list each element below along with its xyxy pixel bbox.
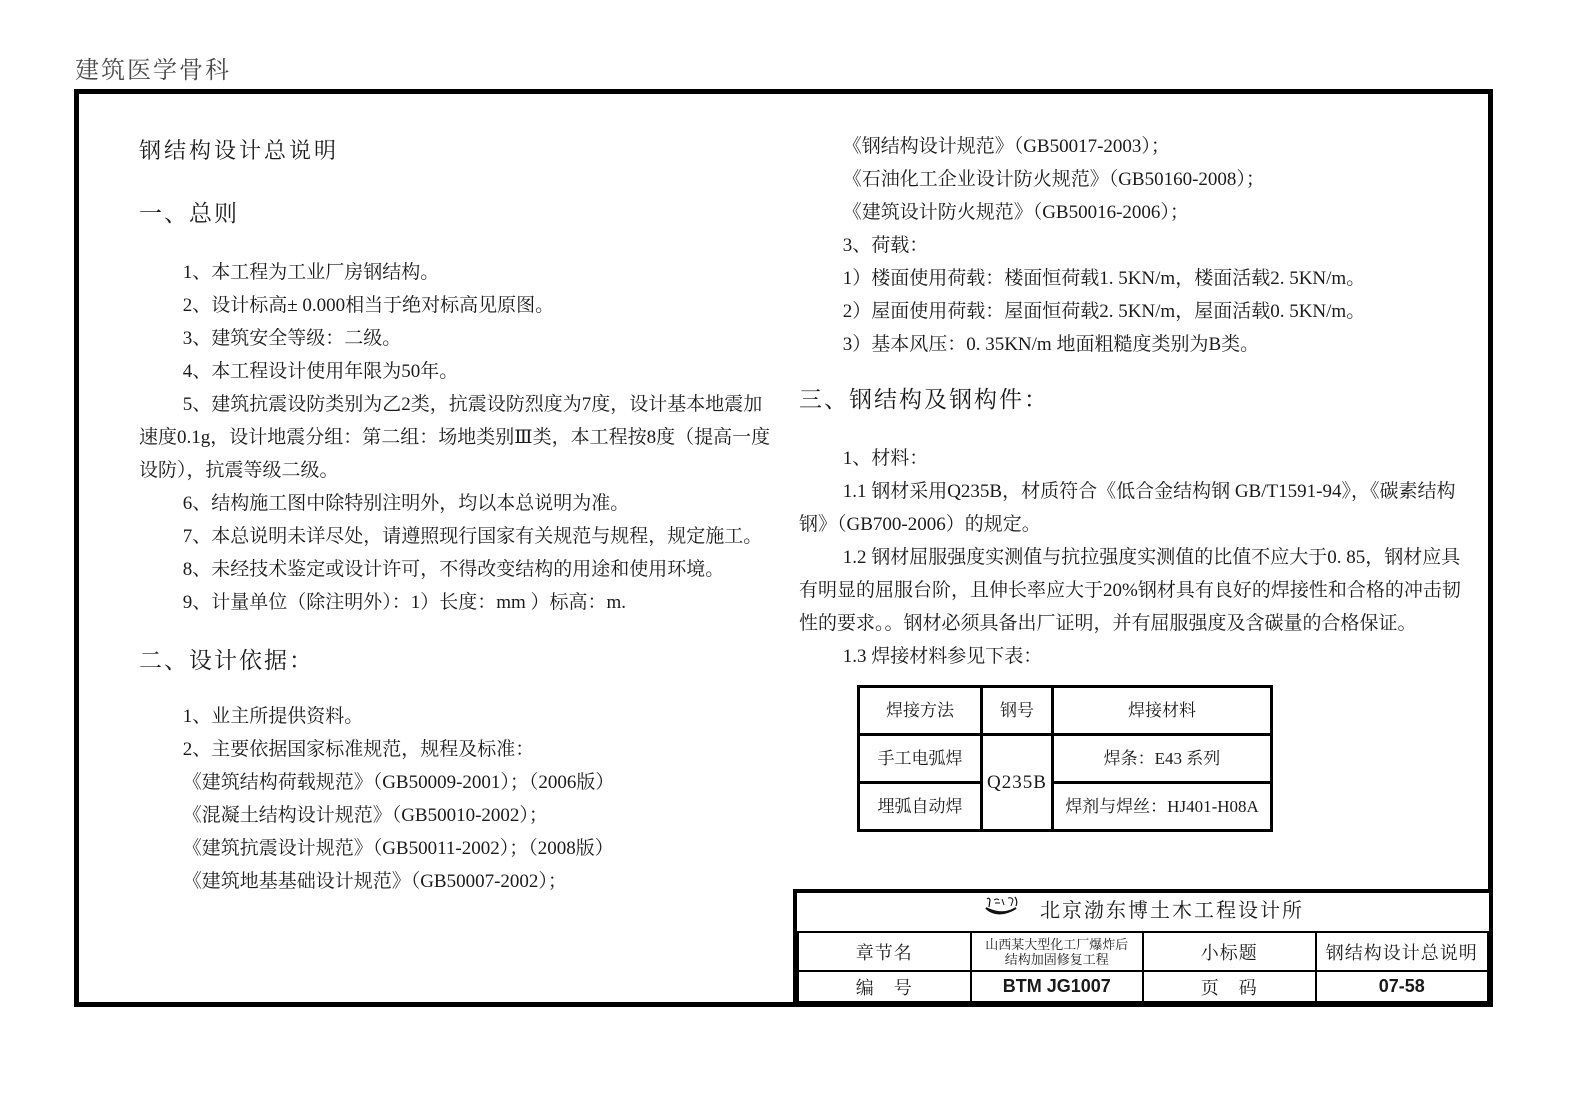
standard-reference: 《混凝土结构设计规范》（GB50010-2002）； — [182, 805, 548, 826]
chapter-row — [798, 932, 1488, 971]
subtitle-value: 钢结构设计总说明 — [1316, 932, 1489, 971]
section2-item: 2、主要依据国家标准规范，规程及标准： — [182, 739, 535, 760]
drawing-number: BTM JG1007 — [971, 971, 1144, 1002]
cell-method: 埋弧自动焊 — [859, 783, 982, 831]
standard-reference: 《建筑结构荷载规范》（GB50009-2001）；（2006版） — [182, 772, 615, 793]
section3-heading: 三、钢结构及钢构件： — [799, 387, 1049, 412]
load-item: 1）楼面使用荷载：楼面恒荷载1. 5KN/m，楼面活载2. 5KN/m。 — [842, 268, 1366, 289]
chapter-label: 章节名 — [798, 932, 971, 971]
company-logo-icon — [982, 895, 1026, 928]
section1-item: 9、计量单位（除注明外）：1）长度：mm ）标高：m. — [182, 592, 627, 613]
section1-heading: 一、总则 — [139, 201, 239, 226]
cell-method: 手工电弧焊 — [859, 735, 982, 783]
section3-item: 1.3 焊接材料参见下表： — [842, 646, 1043, 667]
section1-item: 4、本工程设计使用年限为50年。 — [182, 361, 459, 382]
company-row — [798, 893, 1488, 932]
welding-materials-table — [857, 685, 1273, 832]
subtitle-label: 小标题 — [1143, 932, 1316, 971]
project-name-line2: 结构加固修复工程 — [1004, 951, 1109, 967]
section1-item: 3、建筑安全等级：二级。 — [182, 328, 402, 349]
loads-heading: 3、荷载： — [842, 235, 929, 256]
number-label: 编 号 — [798, 971, 971, 1002]
table-row — [859, 783, 1272, 831]
company-name: 北京渤东博土木工程设计所 — [1040, 900, 1304, 923]
title-block — [793, 889, 1493, 1007]
standard-reference: 《石油化工企业设计防火规范》（GB50160-2008）； — [842, 169, 1265, 190]
table-header-row — [859, 687, 1272, 735]
page-header-text: 建筑医学骨科 — [75, 58, 231, 84]
project-name — [971, 932, 1144, 971]
drawing-sheet-frame — [74, 89, 1493, 1007]
number-row — [798, 971, 1488, 1002]
section1-item: 8、未经技术鉴定或设计许可，不得改变结构的用途和使用环境。 — [182, 559, 725, 580]
section3-item: 1、材料： — [842, 448, 929, 469]
load-item: 2）屋面使用荷载：屋面恒荷载2. 5KN/m，屋面活载0. 5KN/m。 — [842, 301, 1366, 322]
table-row — [859, 735, 1272, 783]
section1-item: 1、本工程为工业厂房钢结构。 — [182, 262, 440, 283]
standard-reference: 《建筑地基基础设计规范》（GB50007-2002）； — [182, 871, 567, 892]
section1-item: 2、设计标高± 0.000相当于绝对标高见原图。 — [182, 295, 555, 316]
section1-item: 7、本总说明未详尽处，请遵照现行国家有关规范与规程，规定施工。 — [182, 526, 763, 547]
standard-reference: 《建筑设计防火规范》（GB50016-2006）； — [842, 202, 1189, 223]
section2-heading: 二、设计依据： — [139, 648, 314, 673]
cell-steel-grade: Q235B — [982, 735, 1053, 831]
right-column — [799, 130, 1471, 832]
col-header-steel: 钢号 — [982, 687, 1053, 735]
section2-item: 1、业主所提供资料。 — [182, 706, 364, 727]
cell-material: 焊条：E43 系列 — [1053, 735, 1272, 783]
cell-material: 焊剂与焊丝：HJ401-H08A — [1053, 783, 1272, 831]
project-name-line1: 山西某大型化工厂爆炸后 — [985, 936, 1129, 952]
left-column — [139, 134, 771, 898]
col-header-method: 焊接方法 — [859, 687, 982, 735]
section1-item: 6、结构施工图中除特别注明外，均以本总说明为准。 — [182, 493, 630, 514]
standard-reference: 《建筑抗震设计规范》（GB50011-2002）；（2008版） — [182, 838, 614, 859]
page-label: 页 码 — [1143, 971, 1316, 1002]
load-item: 3）基本风压：0. 35KN/m 地面粗糙度类别为B类。 — [842, 334, 1260, 355]
document-title: 钢结构设计总说明 — [139, 138, 340, 163]
standard-reference: 《钢结构设计规范》（GB50017-2003）； — [842, 136, 1170, 157]
page-code: 07-58 — [1316, 971, 1489, 1002]
section1-item: 5、建筑抗震设防类别为乙2类，抗震设防烈度为7度，设计基本地震加速度0.1g，设计地震分组：第二组：场地类别Ⅲ类，本工程按8度（提高一度设防），抗震等级二级。 — [139, 394, 771, 481]
col-header-material: 焊接材料 — [1053, 687, 1272, 735]
section3-item: 1.1 钢材采用Q235B，材质符合《低合金结构钢 GB/T1591-94》，《碳素结构钢》（GB700-2006）的规定。 — [799, 481, 1456, 535]
section3-item: 1.2 钢材屈服强度实测值与抗拉强度实测值的比值不应大于0. 85，钢材应具有明显的屈服台阶，且伸长率应大于20%钢材具有良好的焊接性和合格的冲击韧性的要求。。钢材必须具备出厂证明，并有屈服强度及含碳量的合格保证。 — [799, 547, 1461, 634]
